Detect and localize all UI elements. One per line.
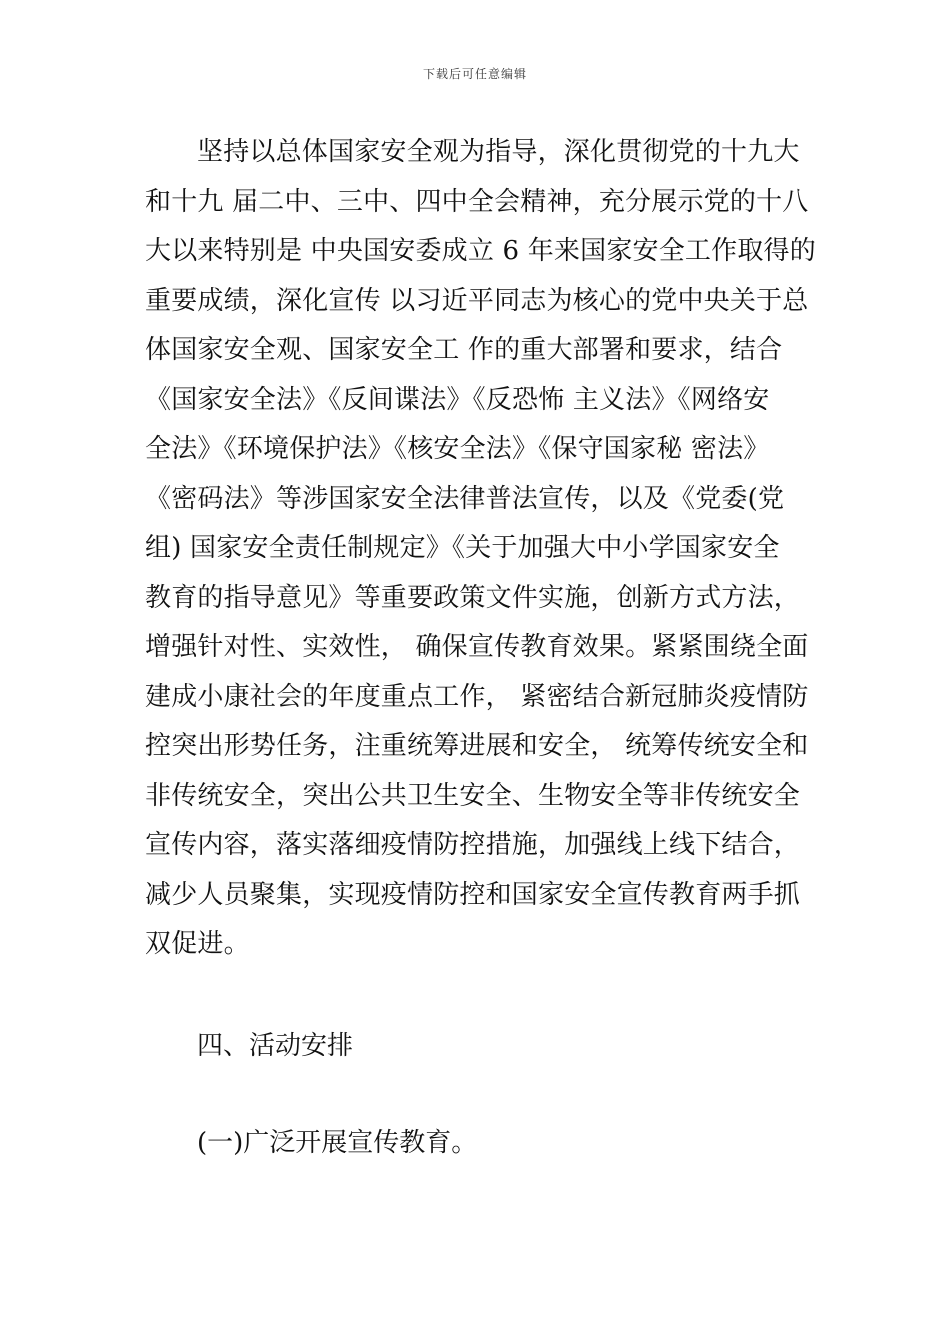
page-header: 下载后可任意编辑	[422, 67, 527, 81]
paragraph-line: 建成小康社会的年度重点工作， 紧密结合新冠肺炎疫情防	[145, 681, 809, 712]
paragraph-line: 《密码法》等涉国家安全法律普法宣传，以及《党委(党	[145, 483, 785, 514]
paragraph-line: 体国家安全观、国家安全工 作的重大部署和要求，结合	[145, 335, 783, 365]
subsection-heading: (一)广泛开展宣传教育。	[197, 1128, 478, 1158]
paragraph-line: 组) 国家安全责任制规定》《关于加强大中小学国家安全	[145, 533, 780, 563]
paragraph-line: 控突出形势任务，注重统筹进展和安全， 统筹传统安全和	[145, 731, 809, 761]
paragraph-line: 坚持以总体国家安全观为指导，深化贯彻党的十九大	[197, 137, 800, 167]
paragraph-line: 大以来特别是 中央国安委成立 6 年来国家安全工作取得的	[145, 236, 816, 266]
section-heading: 四、活动安排	[197, 1031, 354, 1061]
paragraph-line: 《国家安全法》《反间谍法》《反恐怖 主义法》《网络安	[145, 384, 770, 415]
paragraph-line: 双促进。	[145, 929, 250, 959]
paragraph-line: 全法》《环境保护法》《核安全法》《保守国家秘 密法》	[145, 434, 770, 464]
body-paragraph	[145, 128, 816, 970]
paragraph-line: 增强针对性、实效性， 确保宣传教育效果。紧紧围绕全面	[145, 632, 809, 662]
paragraph-line: 非传统安全，突出公共卫生安全、生物安全等非传统安全	[145, 780, 801, 811]
paragraph-line: 教育的指导意见》等重要政策文件实施，创新方式方法，	[145, 582, 801, 613]
paragraph-line: 和十九 届二中、三中、四中全会精神，充分展示党的十八	[145, 186, 809, 217]
paragraph-line: 减少人员聚集，实现疫情防控和国家安全宣传教育两手抓	[145, 879, 801, 910]
paragraph-line: 重要成绩，深化宣传 以习近平同志为核心的党中央关于总	[145, 285, 809, 316]
paragraph-line: 宣传内容，落实落细疫情防控措施，加强线上线下结合，	[145, 830, 801, 860]
